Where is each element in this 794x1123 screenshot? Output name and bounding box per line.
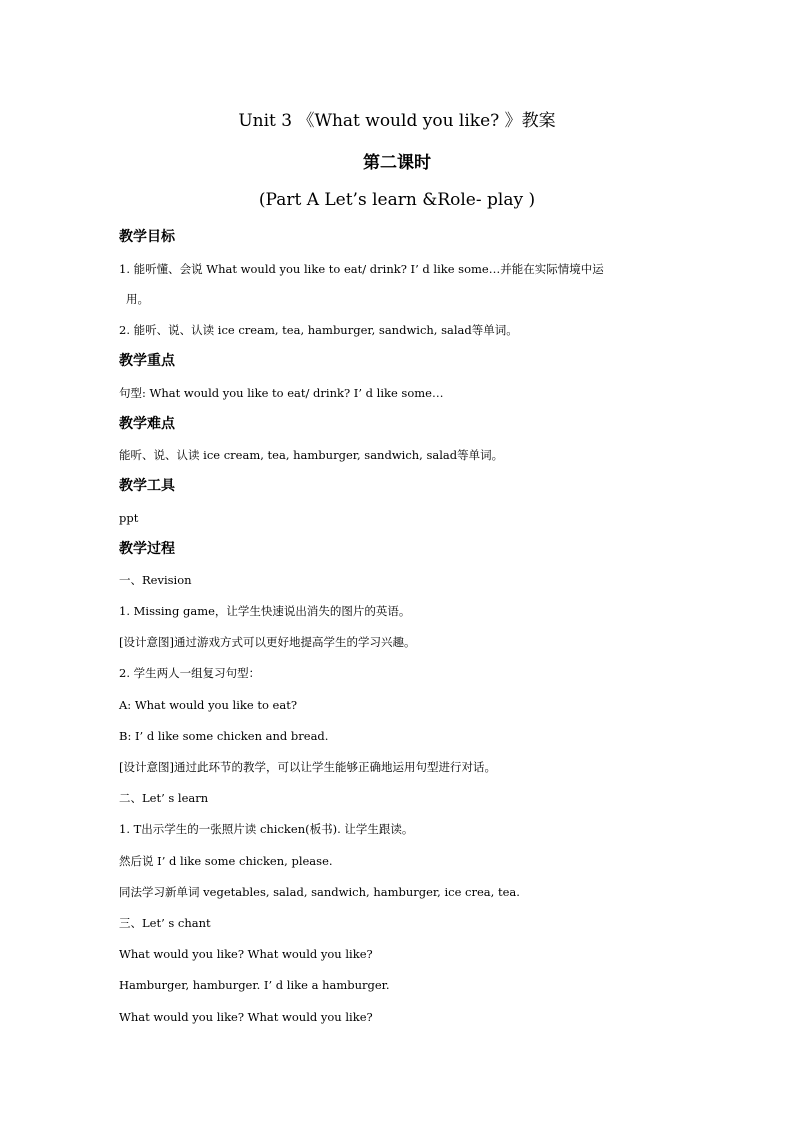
body-text-line: 能听、说、认读 ice cream, tea, hamburger, sandwich, salad等单词。	[119, 448, 504, 462]
body-text-line: What would you like? What would you like?	[119, 1010, 373, 1024]
body-text-line: 一、Revision	[119, 573, 192, 587]
body-text-line: 用。	[126, 292, 149, 306]
body-text-line: 1. 能听懂、会说 What would you like to eat/ drink? I’ d like some…并能在实际情境中运	[119, 262, 604, 276]
lesson-part: (Part A Let’s learn &Role- play )	[258, 190, 536, 210]
body-text-line: A: What would you like to eat?	[119, 698, 297, 712]
document-title: Unit 3 《What would you like? 》教案	[238, 111, 556, 131]
section-heading: 教学过程	[119, 541, 175, 557]
body-text-line: 然后说 I’ d like some chicken, please.	[119, 854, 333, 868]
body-text-line: 同法学习新单词 vegetables, salad, sandwich, hamburger, ice crea, tea.	[119, 885, 520, 899]
body-text-line: What would you like? What would you like?	[119, 947, 373, 961]
body-text-line: 1. T出示学生的一张照片读 chicken(板书). 让学生跟读。	[119, 822, 414, 836]
body-text-line: [设计意图]通过游戏方式可以更好地提高学生的学习兴趣。	[119, 635, 416, 649]
body-text-line: 二、Let’ s learn	[119, 791, 209, 805]
body-text-line: B: I’ d like some chicken and bread.	[119, 729, 329, 743]
section-heading: 教学目标	[119, 229, 175, 245]
body-text-line: Hamburger, hamburger. I’ d like a hamburger.	[119, 978, 390, 992]
body-text-line: 句型: What would you like to eat/ drink? I’ d like some…	[119, 386, 444, 400]
section-heading: 教学难点	[119, 416, 175, 432]
body-text-line: 2. 学生两人一组复习句型：	[119, 666, 261, 680]
body-text-line: ppt	[119, 511, 139, 525]
section-heading: 教学工具	[119, 478, 175, 494]
body-text-line: 2. 能听、说、认读 ice cream, tea, hamburger, sandwich, salad等单词。	[119, 323, 518, 337]
lesson-number: 第二课时	[363, 153, 431, 173]
body-text-line: [设计意图]通过此环节的教学，可以让学生能够正确地运用句型进行对话。	[119, 760, 496, 774]
section-heading: 教学重点	[119, 353, 175, 369]
body-text-line: 三、Let’ s chant	[119, 916, 211, 930]
body-text-line: 1. Missing game，让学生快速说出消失的图片的英语。	[119, 604, 411, 618]
